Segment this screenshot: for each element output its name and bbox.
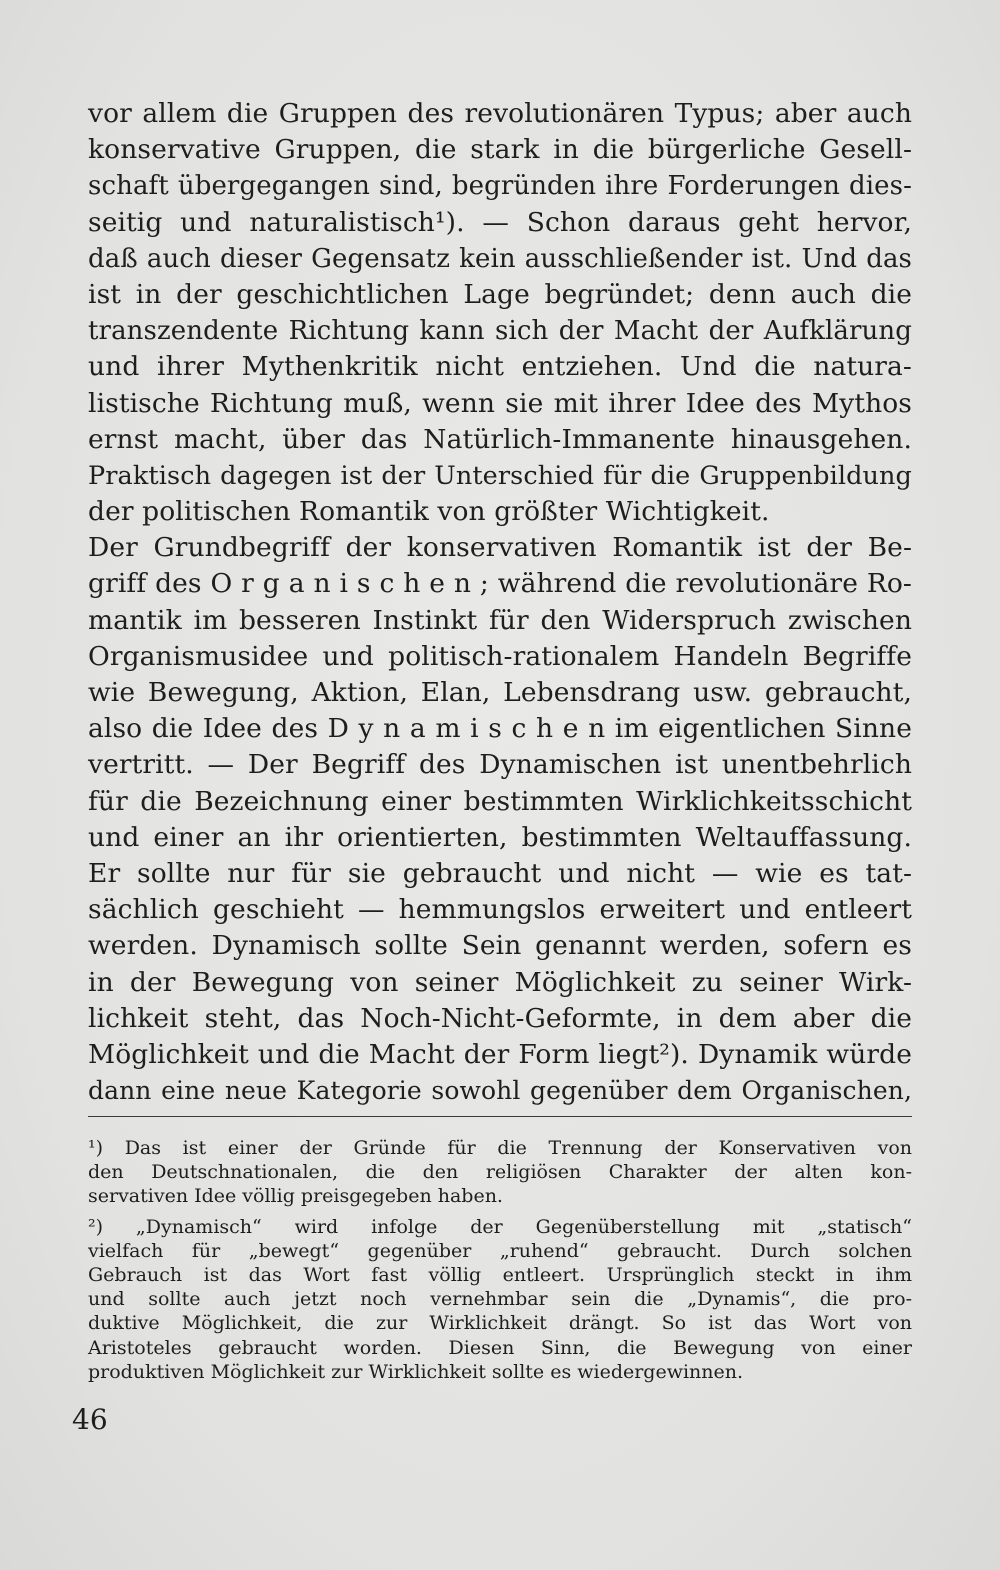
footnotes	[88, 1136, 912, 1384]
text-line: also die Idee des D y n a m i s c h e n im eigentlichen Sinne	[88, 713, 912, 745]
footnote-2	[88, 1215, 912, 1384]
text-line: konservative Gruppen, die stark in die bürgerliche Gesell-	[88, 134, 912, 166]
footnote-line: und sollte auch jetzt noch vernehmbar sein die „Dynamis“, die pro-	[88, 1288, 912, 1311]
text-line: schaft übergegangen sind, begründen ihre Forderungen dies-	[88, 171, 912, 202]
text-line: werden. Dynamisch sollte Sein genannt werden, sofern es	[88, 930, 912, 962]
footnote-line: Gebrauch ist das Wort fast völlig entleert. Ursprünglich steckt in ihm	[88, 1263, 912, 1286]
text-line: lichkeit steht, das Noch-Nicht-Geformte, in dem aber die	[88, 1002, 912, 1034]
text-line: Er sollte nur für sie gebraucht und nicht — wie es tat-	[88, 857, 912, 889]
footnote-line: produktiven Möglichkeit zur Wirklichkeit sollte es wiedergewinnen.	[88, 1360, 744, 1383]
text-line: mantik im besseren Instinkt für den Widerspruch zwischen	[88, 604, 912, 636]
text-line: ist in der geschichtlichen Lage begründet; denn auch die	[88, 278, 912, 310]
footnote-line: duktive Möglichkeit, die zur Wirklichkeit drängt. So ist das Wort von	[88, 1312, 912, 1335]
text-line: in der Bewegung von seiner Möglichkeit zu seiner Wirk-	[88, 966, 912, 998]
text-line: vertritt. — Der Begriff des Dynamischen ist unentbehrlich	[88, 749, 912, 781]
footnote-line: ¹) Das ist einer der Gründe für die Trennung der Konservativen von	[88, 1137, 912, 1159]
footnote-line: servativen Idee völlig preisgegeben haben.	[88, 1185, 503, 1208]
text-line: der politischen Romantik von größter Wichtigkeit.	[88, 496, 770, 528]
text-line: Der Grundbegriff der konservativen Romantik ist der Be-	[88, 532, 912, 564]
page-number: 46	[72, 1403, 108, 1436]
text-line: griff des O r g a n i s c h e n ; während die revolutionäre Ro-	[88, 568, 912, 600]
text-line: ernst macht, über das Natürlich-Immanente hinausgehen.	[88, 423, 912, 455]
text-line: und einer an ihr orientierten, bestimmten Weltauffassung.	[88, 821, 912, 853]
text-line: vor allem die Gruppen des revolutionären Typus; aber auch	[88, 98, 912, 129]
text-line: daß auch dieser Gegensatz kein ausschließender ist. Und das	[88, 243, 912, 274]
text-line: Organismusidee und politisch-rationalem Handeln Begriffe	[88, 640, 912, 672]
text-line: listische Richtung muß, wenn sie mit ihrer Idee des Mythos	[88, 387, 912, 419]
footnote-line: ²) „Dynamisch“ wird infolge der Gegenüberstellung mit „statisch“	[88, 1215, 912, 1238]
main-text	[88, 96, 912, 1109]
footnote-1	[88, 1136, 912, 1209]
text-line: transzendente Richtung kann sich der Macht der Aufklärung	[88, 316, 912, 347]
text-line: sächlich geschieht — hemmungslos erweitert und entleert	[88, 894, 912, 926]
footnote-line: Aristoteles gebraucht worden. Diesen Sinn, die Bewegung von einer	[88, 1336, 912, 1359]
text-line: und ihrer Mythenkritik nicht entziehen. Und die natura-	[88, 351, 912, 383]
footnote-line: den Deutschnationalen, die den religiösen Charakter der alten kon-	[88, 1161, 912, 1184]
text-line: Möglichkeit und die Macht der Form liegt²). Dynamik würde	[88, 1038, 912, 1070]
text-line: seitig und naturalistisch¹). — Schon daraus geht hervor,	[88, 206, 912, 238]
text-line: Praktisch dagegen ist der Unterschied für die Gruppenbildung	[88, 460, 912, 491]
text-line: für die Bezeichnung einer bestimmten Wirklichkeitsschicht	[88, 785, 912, 817]
footnote-divider	[88, 1116, 912, 1117]
text-line: wie Bewegung, Aktion, Elan, Lebensdrang usw. gebraucht,	[88, 677, 912, 708]
footnote-line: vielfach für „bewegt“ gegenüber „ruhend“ gebraucht. Durch solchen	[88, 1239, 912, 1262]
text-line: dann eine neue Kategorie sowohl gegenüber dem Organischen,	[88, 1076, 912, 1106]
